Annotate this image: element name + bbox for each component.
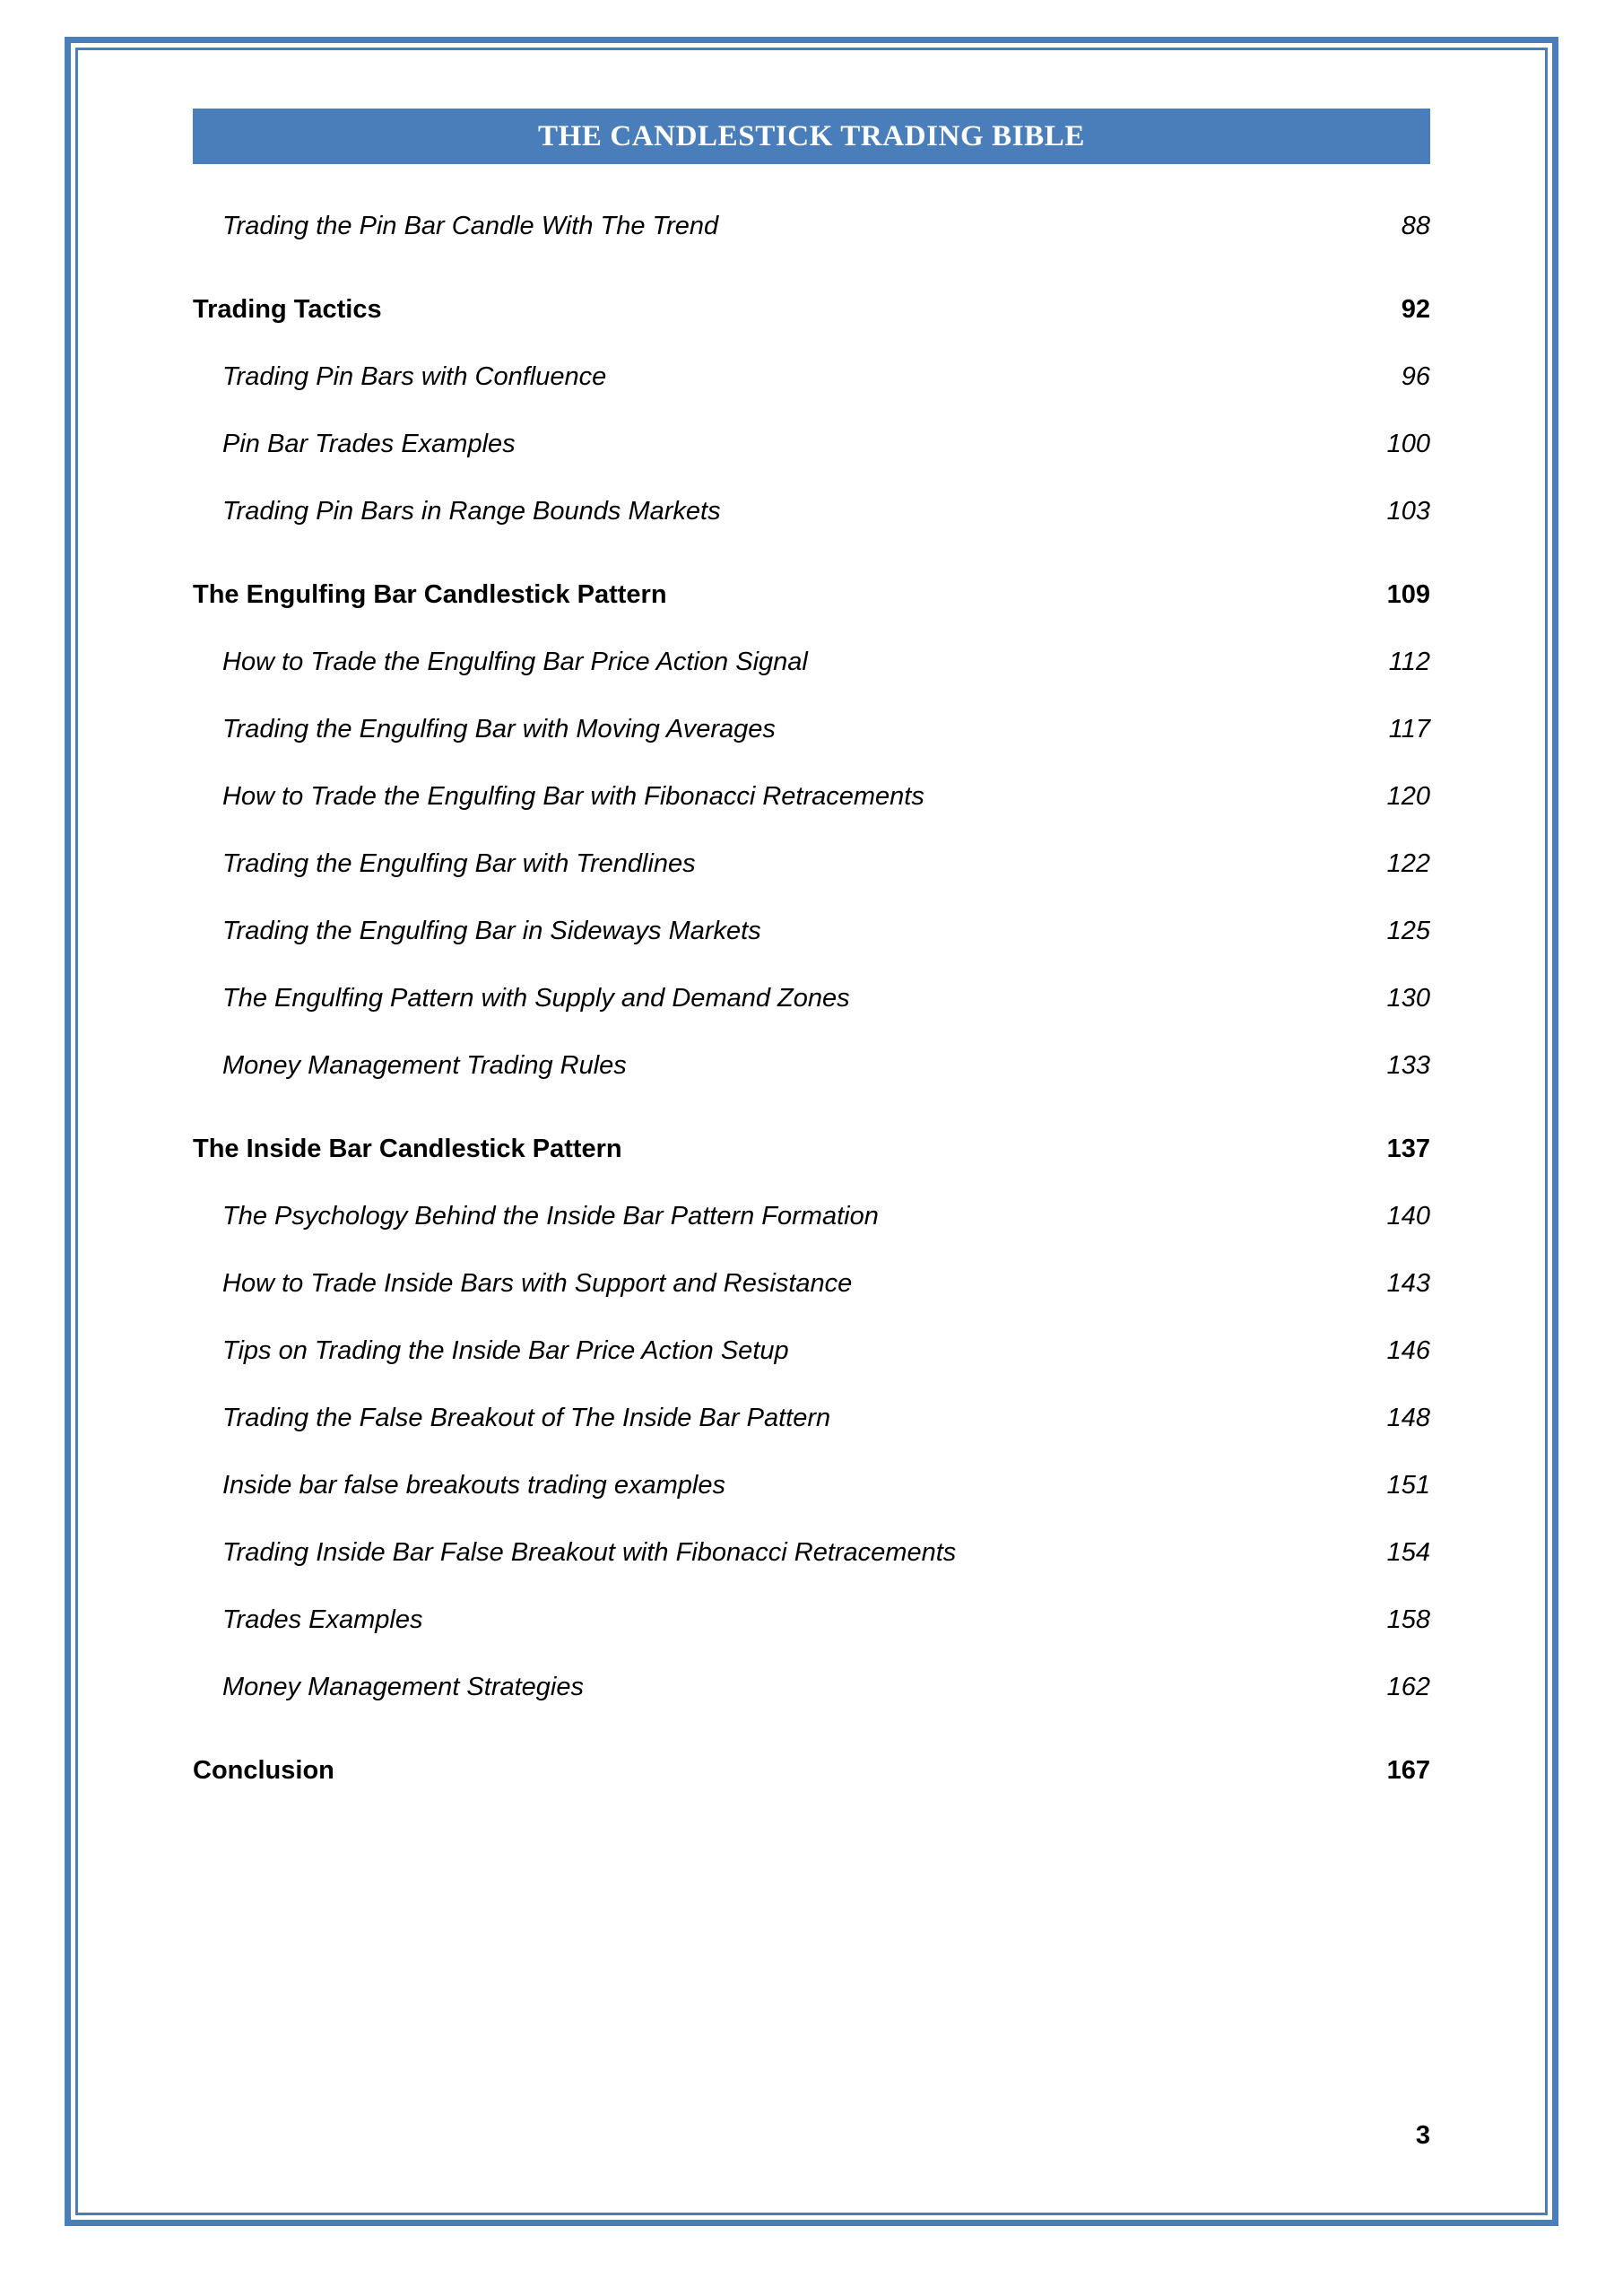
toc-entry[interactable] bbox=[193, 1519, 1430, 1587]
toc-entry[interactable] bbox=[193, 763, 1430, 831]
toc-entry[interactable] bbox=[193, 276, 1430, 344]
toc-entry[interactable] bbox=[193, 1116, 1430, 1183]
toc-entry-title: Conclusion bbox=[193, 1756, 334, 1785]
toc-entry[interactable] bbox=[193, 1318, 1430, 1385]
toc-entry-title: Money Management Trading Rules bbox=[222, 1051, 627, 1080]
toc-entry[interactable] bbox=[193, 696, 1430, 763]
toc-entry-title: Pin Bar Trades Examples bbox=[222, 430, 516, 458]
toc-entry-page-number: 103 bbox=[1386, 497, 1430, 526]
toc-entry[interactable] bbox=[193, 1452, 1430, 1519]
toc-entry-page-number: 117 bbox=[1388, 715, 1430, 744]
toc-entry-title: Trades Examples bbox=[222, 1605, 423, 1634]
toc-entry[interactable] bbox=[193, 1385, 1430, 1452]
toc-entry-title: Trading the False Breakout of The Inside Bar Pattern bbox=[222, 1404, 831, 1432]
toc-entry-title: Trading the Pin Bar Candle With The Trend bbox=[222, 212, 719, 240]
toc-entry-page-number: 148 bbox=[1386, 1404, 1430, 1432]
toc-entry[interactable] bbox=[193, 561, 1430, 629]
toc-entry-page-number: 162 bbox=[1386, 1673, 1430, 1701]
toc-entry-title: The Psychology Behind the Inside Bar Pattern Formation bbox=[222, 1202, 879, 1231]
toc-entry-title: Tips on Trading the Inside Bar Price Action Setup bbox=[222, 1336, 789, 1365]
toc-entry[interactable] bbox=[193, 1587, 1430, 1654]
toc-entry-page-number: 109 bbox=[1386, 580, 1430, 609]
toc-entry-page-number: 130 bbox=[1386, 984, 1430, 1013]
toc-entry-title: The Engulfing Bar Candlestick Pattern bbox=[193, 580, 667, 609]
toc-entry-page-number: 112 bbox=[1388, 648, 1430, 676]
toc-entry[interactable] bbox=[193, 1250, 1430, 1318]
header-banner bbox=[193, 109, 1430, 164]
toc-entry-page-number: 125 bbox=[1386, 917, 1430, 945]
toc-entry[interactable] bbox=[193, 193, 1430, 260]
toc-entry[interactable] bbox=[193, 965, 1430, 1032]
toc-entry[interactable] bbox=[193, 344, 1430, 411]
toc-entry-page-number: 167 bbox=[1386, 1756, 1430, 1785]
toc-entry[interactable] bbox=[193, 1032, 1430, 1100]
toc-entry-page-number: 154 bbox=[1386, 1538, 1430, 1567]
toc-entry-title: Inside bar false breakouts trading examples bbox=[222, 1471, 725, 1500]
toc-entry[interactable] bbox=[193, 478, 1430, 545]
toc-entry-page-number: 96 bbox=[1401, 362, 1430, 391]
toc-entry-page-number: 140 bbox=[1386, 1202, 1430, 1231]
toc-entry[interactable] bbox=[193, 1737, 1430, 1805]
table-of-contents bbox=[193, 193, 1430, 1805]
toc-entry-page-number: 137 bbox=[1386, 1135, 1430, 1163]
toc-entry-page-number: 146 bbox=[1386, 1336, 1430, 1365]
toc-entry-page-number: 151 bbox=[1386, 1471, 1430, 1500]
toc-entry-title: Money Management Strategies bbox=[222, 1673, 584, 1701]
toc-entry[interactable] bbox=[193, 898, 1430, 965]
toc-entry-page-number: 100 bbox=[1386, 430, 1430, 458]
toc-entry-title: The Inside Bar Candlestick Pattern bbox=[193, 1135, 622, 1163]
toc-entry-page-number: 158 bbox=[1386, 1605, 1430, 1634]
toc-entry-title: Trading Tactics bbox=[193, 295, 382, 324]
toc-entry[interactable] bbox=[193, 629, 1430, 696]
toc-entry[interactable] bbox=[193, 1183, 1430, 1250]
toc-entry-title: The Engulfing Pattern with Supply and Demand Zones bbox=[222, 984, 850, 1013]
toc-entry-title: Trading the Engulfing Bar with Trendlines bbox=[222, 849, 696, 878]
toc-entry[interactable] bbox=[193, 831, 1430, 898]
toc-entry[interactable] bbox=[193, 411, 1430, 478]
toc-entry-title: How to Trade the Engulfing Bar with Fibonacci Retracements bbox=[222, 782, 924, 811]
book-title: THE CANDLESTICK TRADING BIBLE bbox=[537, 119, 1086, 152]
toc-entry-page-number: 122 bbox=[1386, 849, 1430, 878]
footer-page-number: 3 bbox=[1415, 2121, 1430, 2150]
toc-entry-page-number: 143 bbox=[1386, 1269, 1430, 1298]
toc-entry[interactable] bbox=[193, 1654, 1430, 1721]
toc-entry-page-number: 92 bbox=[1401, 295, 1430, 324]
toc-entry-title: Trading the Engulfing Bar in Sideways Markets bbox=[222, 917, 761, 945]
toc-entry-title: How to Trade Inside Bars with Support and Resistance bbox=[222, 1269, 853, 1298]
toc-entry-title: Trading the Engulfing Bar with Moving Averages bbox=[222, 715, 776, 744]
toc-entry-page-number: 88 bbox=[1401, 212, 1430, 240]
toc-entry-title: Trading Pin Bars in Range Bounds Markets bbox=[222, 497, 721, 526]
toc-entry-title: How to Trade the Engulfing Bar Price Action Signal bbox=[222, 648, 808, 676]
toc-entry-page-number: 133 bbox=[1386, 1051, 1430, 1080]
toc-entry-title: Trading Inside Bar False Breakout with Fibonacci Retracements bbox=[222, 1538, 957, 1567]
toc-entry-title: Trading Pin Bars with Confluence bbox=[222, 362, 607, 391]
toc-entry-page-number: 120 bbox=[1386, 782, 1430, 811]
